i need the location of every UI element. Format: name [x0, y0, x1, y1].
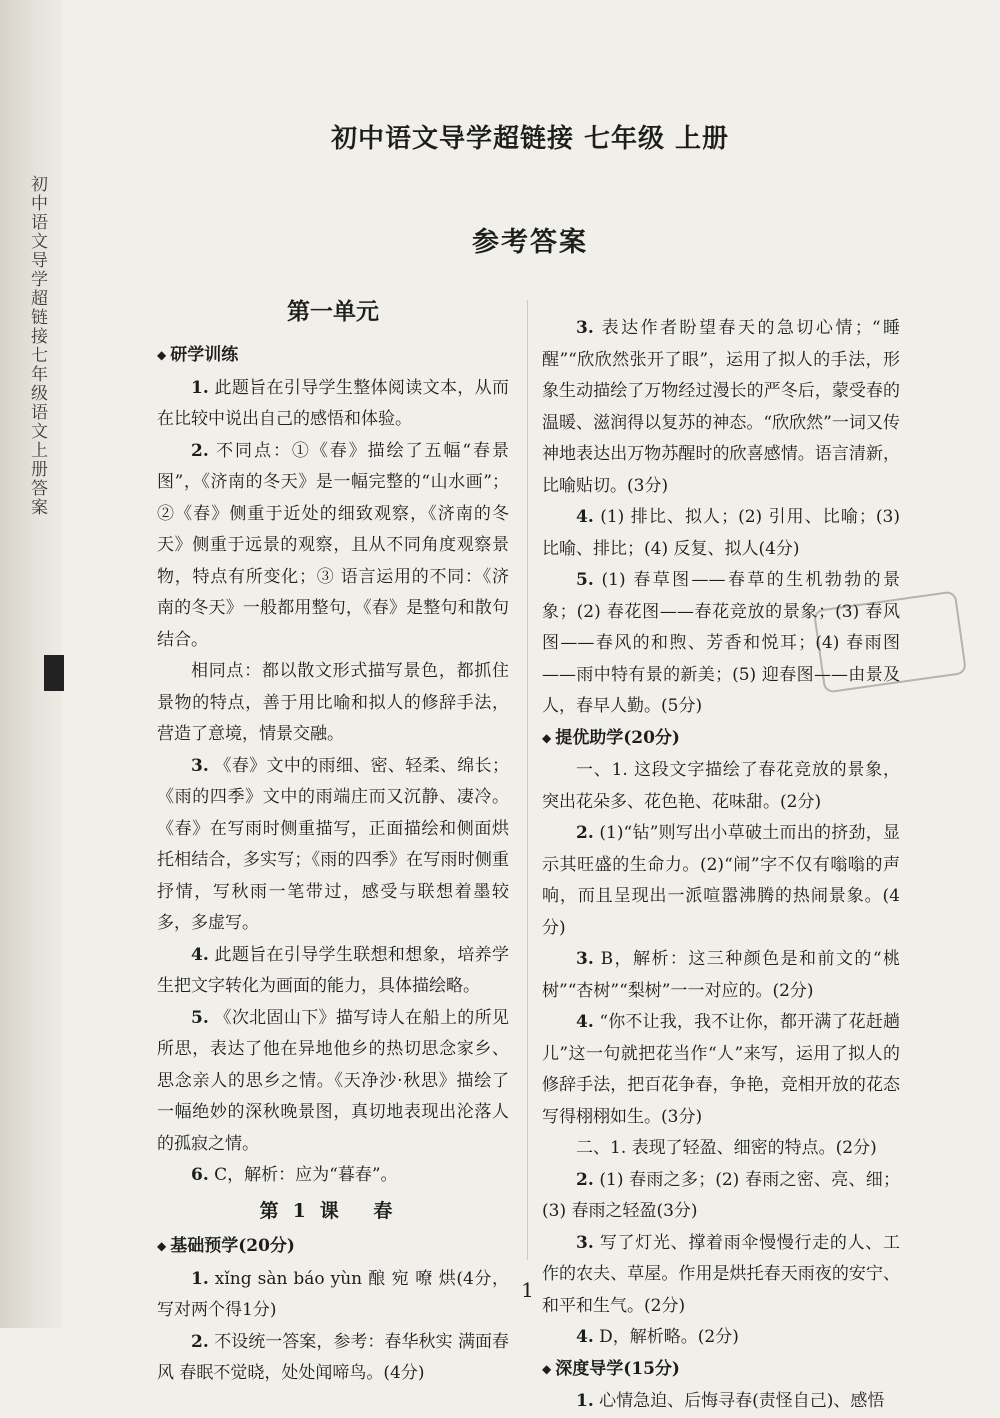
page-subtitle: 参考答案	[472, 227, 588, 258]
answer-item: 6. C，解析：应为“暮春”。	[191, 1165, 398, 1185]
answer-item: 1. xǐng sàn báo yùn 酿 宛 嘹 烘(4分，写对两个得1分)	[157, 1268, 510, 1320]
diamond-icon: ◆	[542, 1361, 552, 1376]
spine-mark	[44, 655, 64, 691]
answer-item: 3. B，解析：这三种颜色是和前文的“桃树”“杏树”“梨树”一一对应的。(2分)	[542, 949, 900, 1001]
answer-item: 3. 写了灯光、撑着雨伞慢慢行走的人、工作的农夫、草屋。作用是烘托春天雨夜的安宁、和平和生气。(2分)	[542, 1232, 901, 1316]
answer-item: 相同点：都以散文形式描写景色，都抓住景物的特点，善于用比喻和拟人的修辞手法，营造了意境，情景交融。	[157, 661, 509, 744]
answer-item: 2. (1) 春雨之多；(2) 春雨之密、亮、细；(3) 春雨之轻盈(3分)	[542, 1169, 901, 1221]
answer-item: 5. (1) 春草图——春草的生机勃勃的景象；(2) 春花图——春花竞放的景象；(3) 春风图——春风的和煦、芳香和悦耳；(4) 春雨图——雨中特有景的新美；(5) 迎春图——由景及人，春早人勤。(5分)	[542, 570, 901, 716]
column-divider	[527, 300, 528, 1260]
answer-item: 5. 《次北固山下》描写诗人在船上的所见所思，表达了他在异地他乡的热切思念家乡、思念亲人的思乡之情。《天净沙·秋思》描绘了一幅绝妙的深秋晚景图，真切地表现出沦落人的孤寂之情。	[157, 1007, 509, 1154]
section-heading: ◆ 研学训练	[157, 345, 239, 365]
section-heading: ◆ 提优助学(20分)	[542, 727, 680, 748]
answer-item: 4. (1) 排比、拟人；(2) 引用、比喻；(3) 比喻、排比；(4) 反复、拟人(4分)	[542, 507, 900, 559]
answer-item: 2. 不同点：①《春》描绘了五幅“春景图”，《济南的冬天》是一幅完整的“山水画”；②《春》侧重于近处的细致观察，《济南的冬天》侧重于远景的观察，且从不同角度观察景物，特点有所变化；③ 语言运用的不同：《济南的冬天》一般都用整句，《春》是整句和散句结合。	[157, 440, 509, 650]
section-heading: ◆ 深度导学(15分)	[542, 1358, 680, 1379]
unit-title: 第一单元	[287, 298, 379, 325]
page-number: 1	[521, 1278, 534, 1302]
answer-item: 1. 心情急迫、后悔寻春(责怪自己)、感悟	[576, 1391, 885, 1411]
section-heading: ◆ 基础预学(20分)	[157, 1236, 295, 1256]
page-title: 初中语文导学超链接 七年级 上册	[330, 124, 730, 154]
answer-item: 4. 此题旨在引导学生联想和想象，培养学生把文字转化为画面的能力，具体描绘略。	[157, 944, 509, 996]
answer-item: 二、1. 表现了轻盈、细密的特点。(2分)	[576, 1138, 877, 1158]
diamond-icon: ◆	[157, 348, 167, 362]
right-column	[542, 313, 900, 1418]
diamond-icon: ◆	[542, 730, 552, 745]
answer-item: 一、1. 这段文字描绘了春花竞放的景象，突出花朵多、花色艳、花味甜。(2分)	[542, 760, 900, 812]
answer-item: 1. 此题旨在引导学生整体阅读文本，从而在比较中说出自己的感悟和体验。	[157, 377, 509, 429]
left-column	[157, 296, 509, 1390]
answer-item: 4. “你不让我，我不让你，都开满了花赶趟儿”这一句就把花当作“人”来写，运用了拟人的修辞手法，把百花争春，争艳，竞相开放的花态写得栩栩如生。(3分)	[542, 1012, 901, 1127]
answer-item: 3. 表达作者盼望春天的急切心情；“睡醒”“欣欣然张开了眼”，运用了拟人的手法，形象生动描绘了万物经过漫长的严冬后，蒙受春的温暖、滋润得以复苏的神态。“欣欣然”一词又传神地表达出万物苏醒时的欣喜感情。语言清新，比喻贴切。(3分)	[542, 318, 900, 496]
answer-item: 3. 《春》文中的雨细、密、轻柔、绵长；《雨的四季》文中的雨端庄而又沉静、凄冷。《春》在写雨时侧重描写，正面描绘和侧面烘托相结合，多实写；《雨的四季》在写雨时侧重抒情，写秋雨一笔带过，感受与联想着墨较多，多虚写。	[157, 755, 509, 933]
answer-item: 4. D，解析略。(2分)	[576, 1327, 739, 1347]
diamond-icon: ◆	[157, 1239, 167, 1253]
answer-item: 2. (1)“钻”则写出小草破土而出的挤劲，显示其旺盛的生命力。(2)“闹”字不仅有嗡嗡的声响，而且呈现出一派喧嚣沸腾的热闹景象。(4分)	[542, 823, 901, 938]
answer-item: 2. 不设统一答案，参考：春华秋实 满面春风 春眠不觉晓，处处闻啼鸟。(4分)	[157, 1331, 510, 1383]
spine-text: 初中语文导学超链接七年级语文上册答案	[27, 175, 47, 517]
lesson-title: 第1课 春	[259, 1199, 407, 1222]
